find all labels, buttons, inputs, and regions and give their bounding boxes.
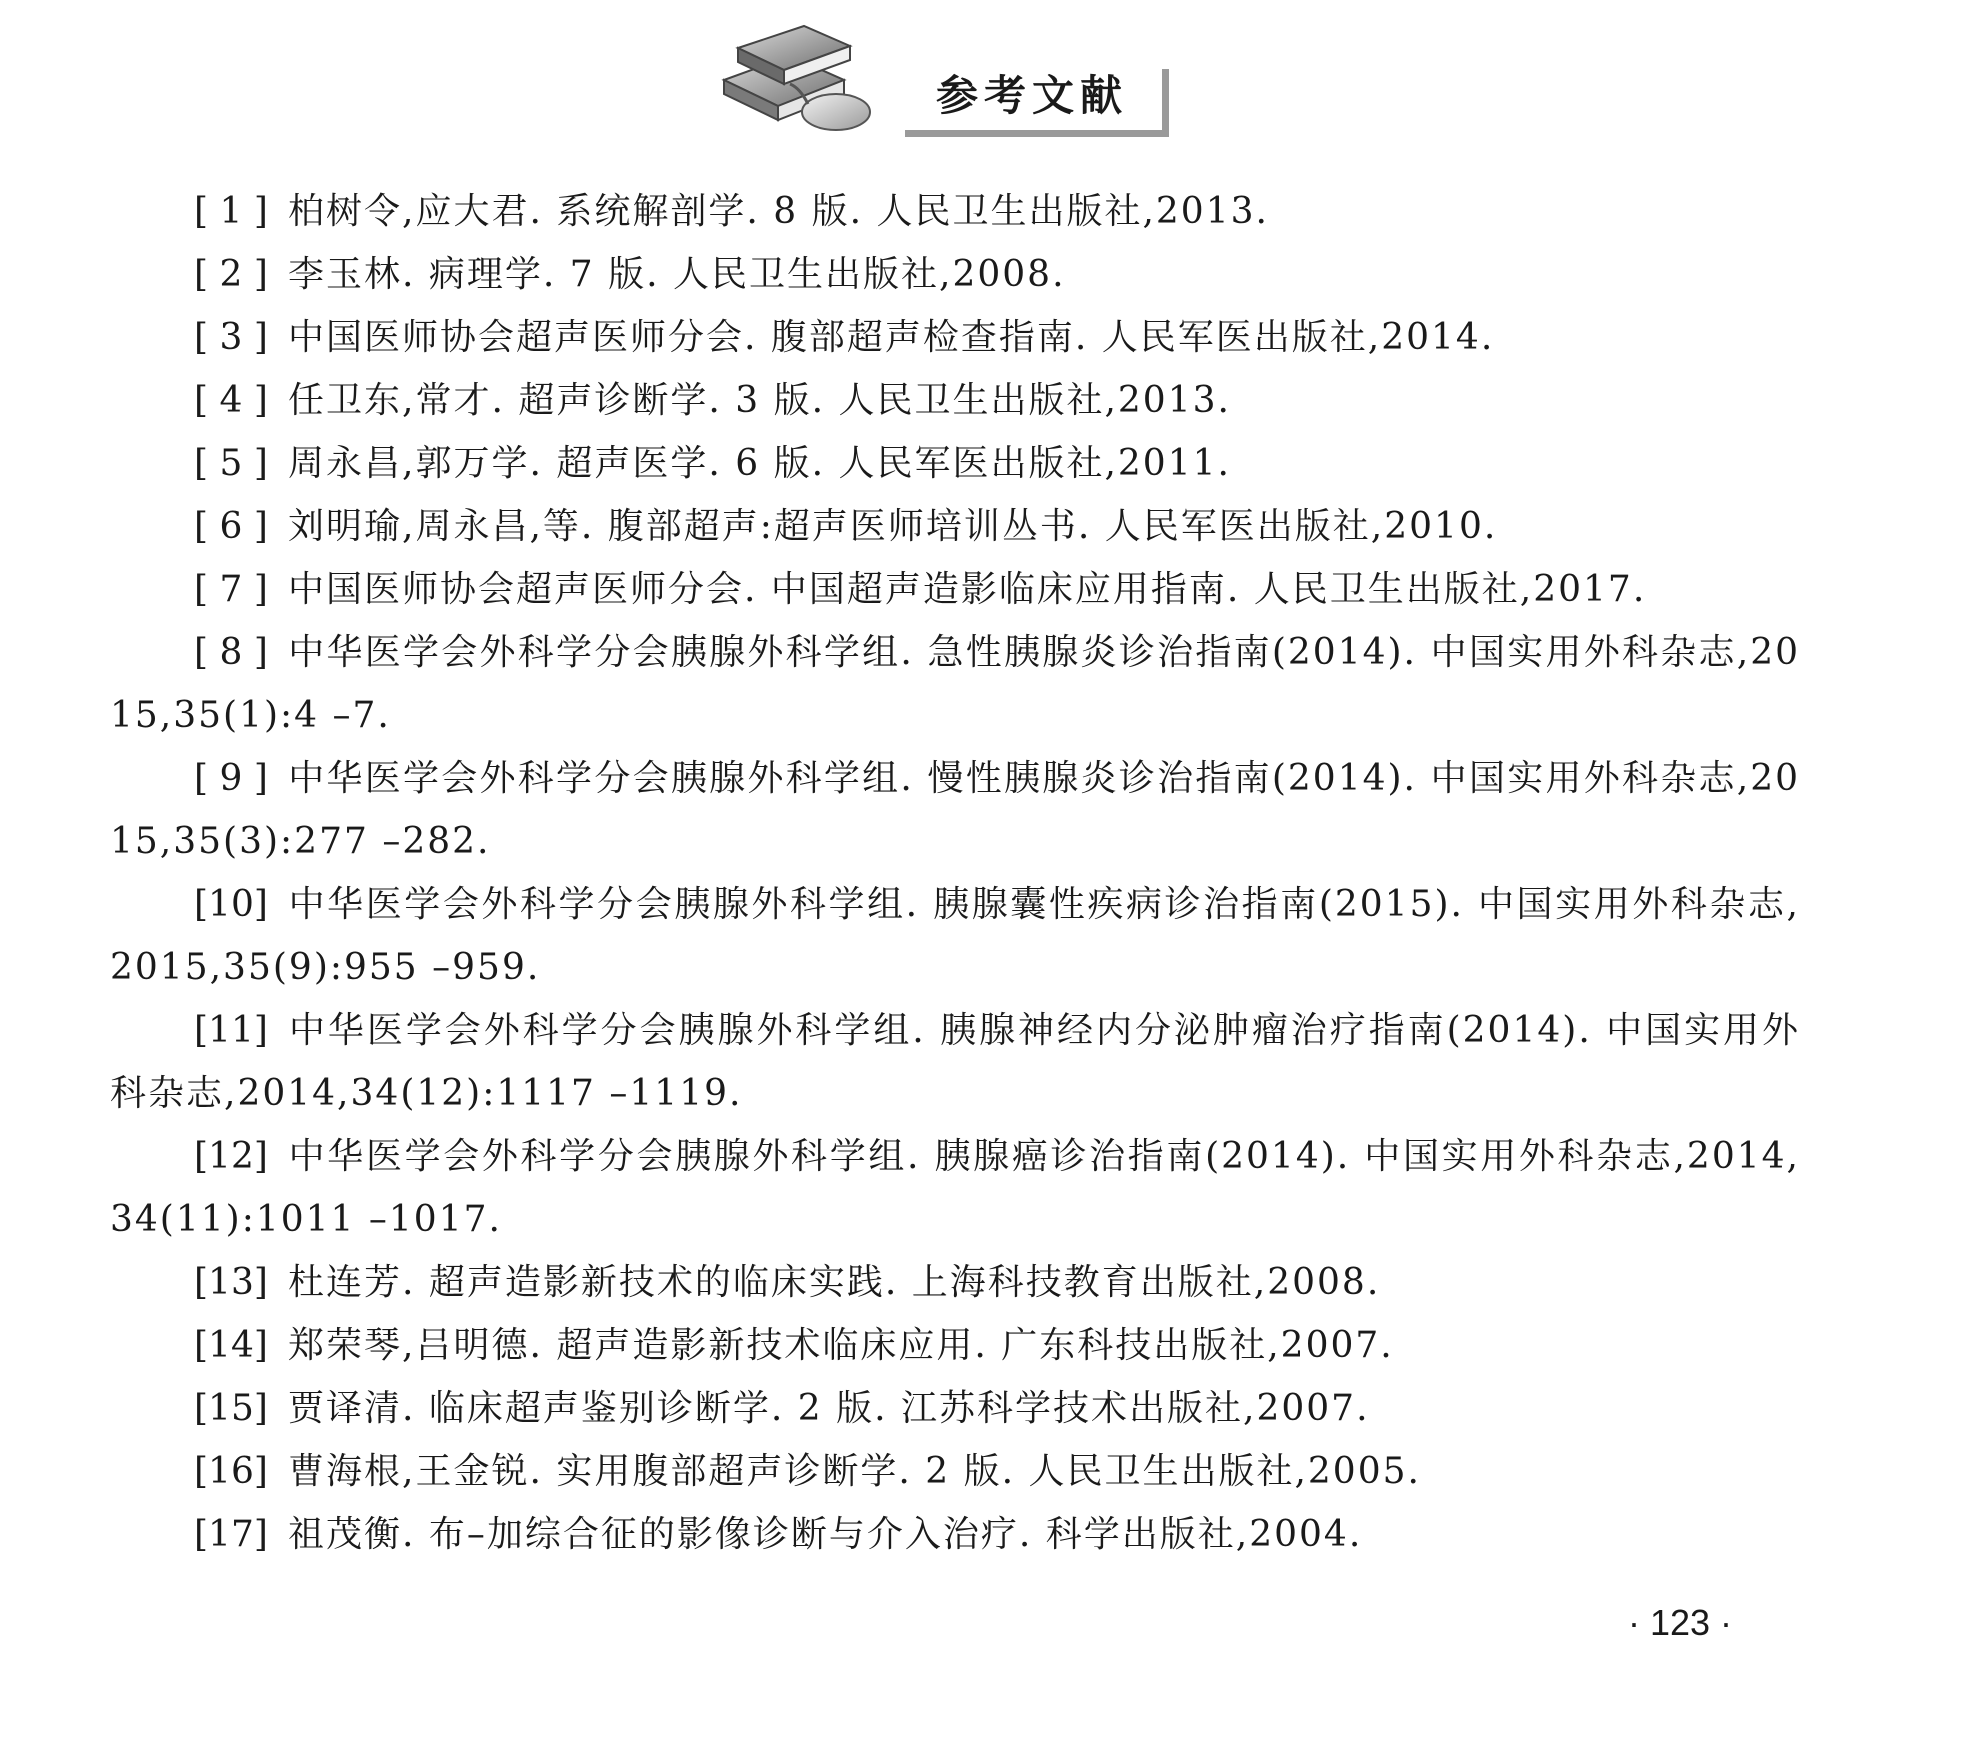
books-and-mouse-icon (720, 18, 880, 138)
section-header (720, 18, 1180, 138)
reference-item (110, 999, 1800, 1125)
reference-text: 中华医学会外科学分会胰腺外科学组. 慢性胰腺炎诊治指南(2014). 中国实用外科杂志,2015,35(3):277 –282. (110, 758, 1800, 862)
reference-item (110, 1440, 1800, 1503)
reference-item (110, 495, 1800, 558)
reference-number: [12] (194, 1136, 268, 1177)
reference-item (110, 1377, 1800, 1440)
reference-number: [ 2 ] (194, 254, 268, 295)
reference-text: 柏树令,应大君. 系统解剖学. 8 版. 人民卫生出版社,2013. (288, 191, 1269, 232)
reference-text: 中国医师协会超声医师分会. 腹部超声检查指南. 人民军医出版社,2014. (288, 317, 1495, 358)
reference-item (110, 432, 1800, 495)
reference-text: 刘明瑜,周永昌,等. 腹部超声:超声医师培训丛书. 人民军医出版社,2010. (288, 506, 1498, 547)
reference-text: 中华医学会外科学分会胰腺外科学组. 胰腺神经内分泌肿瘤治疗指南(2014). 中国实用外科杂志,2014,34(12):1117 –1119. (110, 1010, 1800, 1114)
reference-text: 杜连芳. 超声造影新技术的临床实践. 上海科技教育出版社,2008. (288, 1262, 1381, 1303)
reference-item (110, 243, 1800, 306)
reference-text: 中华医学会外科学分会胰腺外科学组. 急性胰腺炎诊治指南(2014). 中国实用外科杂志,2015,35(1):4 –7. (110, 632, 1800, 736)
reference-text: 曹海根,王金锐. 实用腹部超声诊断学. 2 版. 人民卫生出版社,2005. (288, 1451, 1421, 1492)
reference-item (110, 369, 1800, 432)
reference-item (110, 621, 1800, 747)
reference-list (110, 180, 1800, 1566)
reference-item (110, 1503, 1800, 1566)
reference-number: [17] (194, 1514, 268, 1555)
reference-number: [ 5 ] (194, 443, 268, 484)
reference-number: [ 3 ] (194, 317, 268, 358)
reference-text: 贾译清. 临床超声鉴别诊断学. 2 版. 江苏科学技术出版社,2007. (288, 1388, 1370, 1429)
title-box (898, 62, 1162, 130)
reference-item (110, 558, 1800, 621)
reference-text: 李玉林. 病理学. 7 版. 人民卫生出版社,2008. (288, 254, 1066, 295)
reference-number: [16] (194, 1451, 268, 1492)
reference-text: 任卫东,常才. 超声诊断学. 3 版. 人民卫生出版社,2013. (288, 380, 1231, 421)
reference-number: [ 4 ] (194, 380, 268, 421)
reference-text: 中华医学会外科学分会胰腺外科学组. 胰腺囊性疾病诊治指南(2015). 中国实用外科杂志,2015,35(9):955 –959. (110, 884, 1800, 988)
reference-item (110, 180, 1800, 243)
reference-text: 祖茂衡. 布–加综合征的影像诊断与介入治疗. 科学出版社,2004. (288, 1514, 1363, 1555)
reference-item (110, 1251, 1800, 1314)
reference-number: [ 1 ] (194, 191, 268, 232)
reference-number: [14] (194, 1325, 268, 1366)
reference-number: [ 6 ] (194, 506, 268, 547)
reference-number: [11] (194, 1010, 268, 1051)
reference-text: 中华医学会外科学分会胰腺外科学组. 胰腺癌诊治指南(2014). 中国实用外科杂志,2014,34(11):1011 –1017. (110, 1136, 1800, 1240)
reference-text: 郑荣琴,吕明德. 超声造影新技术临床应用. 广东科技出版社,2007. (288, 1325, 1394, 1366)
reference-item (110, 747, 1800, 873)
reference-item (110, 306, 1800, 369)
reference-number: [15] (194, 1388, 268, 1429)
reference-number: [ 8 ] (194, 632, 268, 673)
reference-number: [13] (194, 1262, 268, 1303)
reference-item (110, 873, 1800, 999)
reference-text: 中国医师协会超声医师分会. 中国超声造影临床应用指南. 人民卫生出版社,2017. (288, 569, 1647, 610)
reference-number: [ 9 ] (194, 758, 268, 799)
reference-number: [10] (194, 884, 268, 925)
reference-number: [ 7 ] (194, 569, 268, 610)
page-title: 参考文献 (935, 71, 1128, 120)
reference-text: 周永昌,郭万学. 超声医学. 6 版. 人民军医出版社,2011. (288, 443, 1231, 484)
page-number: · 123 · (1627, 1602, 1733, 1643)
reference-item (110, 1314, 1800, 1377)
reference-item (110, 1125, 1800, 1251)
